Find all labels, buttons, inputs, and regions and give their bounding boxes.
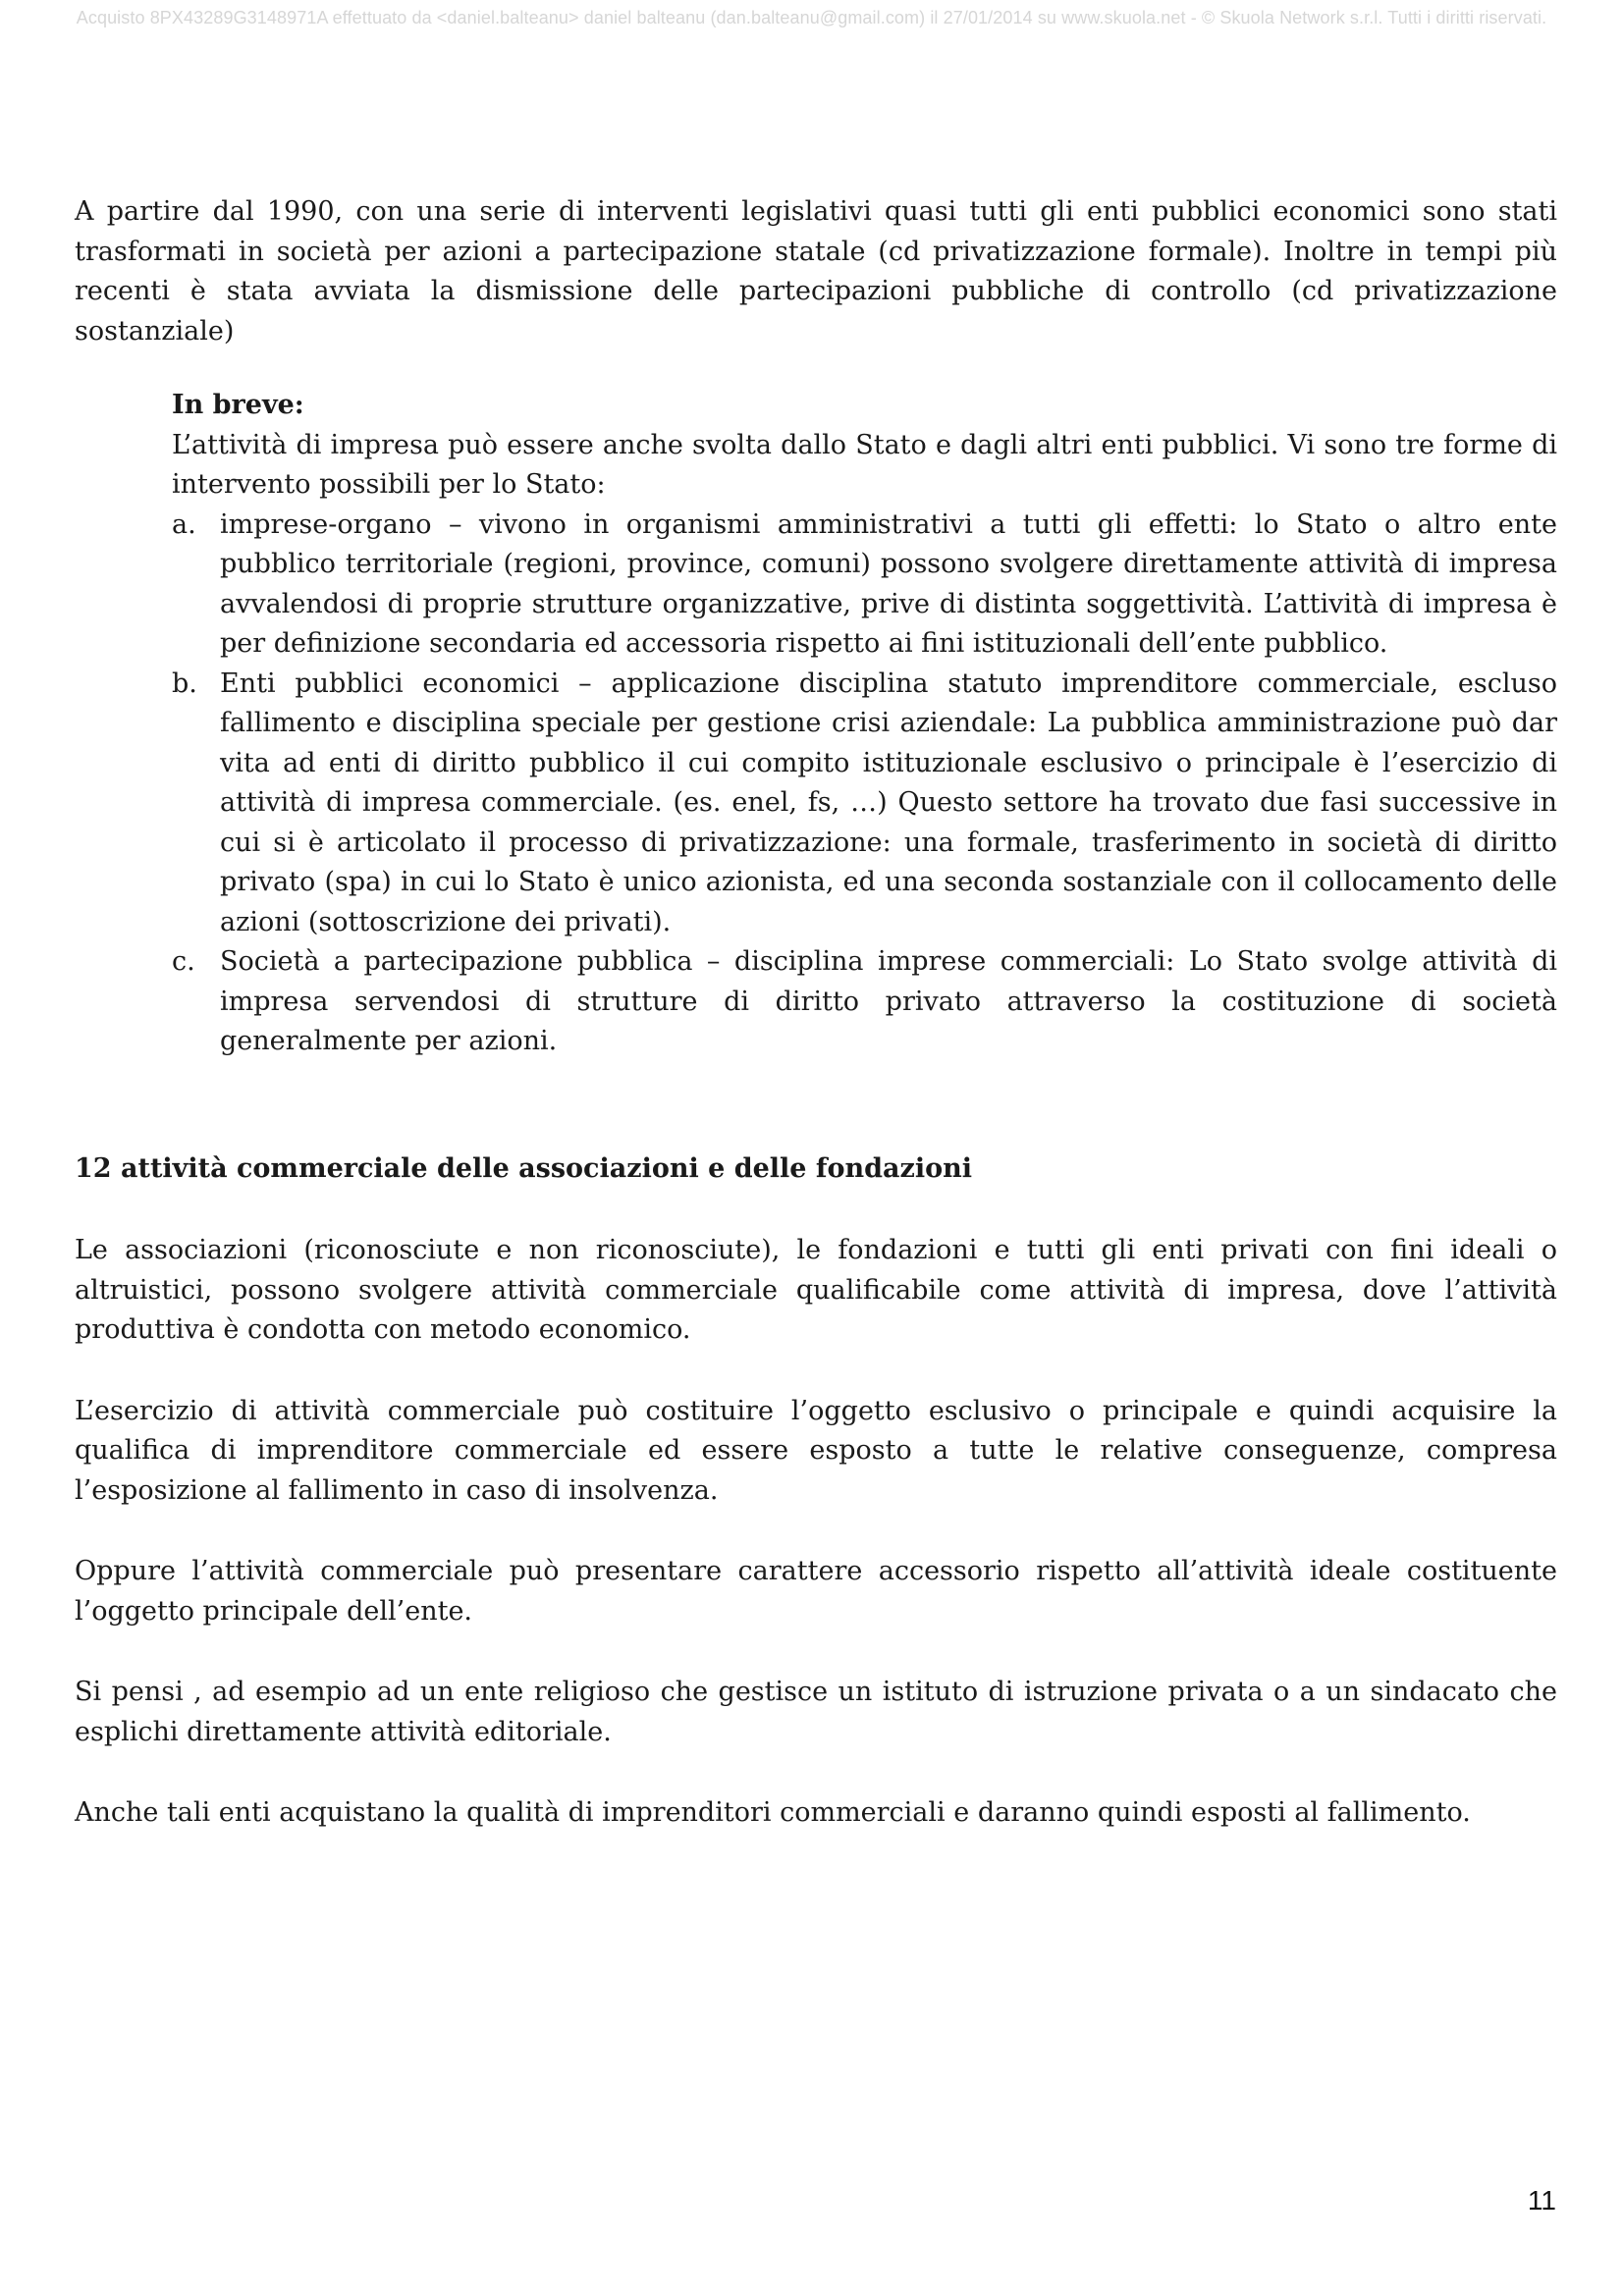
summary-list	[172, 506, 1557, 1062]
section-title: 12 attività commerciale delle associazioni e delle fondazioni	[75, 1152, 972, 1184]
list-item-marker: c.	[172, 946, 195, 977]
summary-text: L’attività di impresa può essere anche svolta dallo Stato e dagli altri enti pubblici. Vi sono tre forme di intervento possibili per lo Stato:	[172, 429, 1557, 500]
section-paragraph: Le associazioni (riconosciute e non riconosciute), le fondazioni e tutti gli enti privati con fini ideali o altruistici, possono svolgere attività commerciale qualificabile come attività di impresa, dove l’attività produttiva è condotta con metodo economico.	[75, 1235, 1557, 1345]
list-item-marker: a.	[172, 508, 196, 540]
document-page	[75, 192, 1557, 1834]
summary-box	[172, 386, 1557, 1062]
section-paragraph: L’esercizio di attività commerciale può costituire l’oggetto esclusivo o principale e quindi acquisire la qualifica di imprenditore commerciale ed essere esposto a tutte le relative conseguenze, compresa l’esposizione al fallimento in caso di insolvenza.	[75, 1395, 1557, 1506]
list-item	[172, 506, 1557, 665]
intro-paragraph: A partire dal 1990, con una serie di interventi legislativi quasi tutti gli enti pubblici economici sono stati trasformati in società per azioni a partecipazione statale (cd privatizzazione formale). Inoltre in tempi più recenti è stata avviata la dismissione delle partecipazioni pubbliche di controllo (cd privatizzazione sostanziale)	[75, 196, 1557, 347]
section-paragraph: Anche tali enti acquistano la qualità di imprenditori commerciali e daranno quindi esposti al fallimento.	[75, 1797, 1471, 1828]
list-item-text: Enti pubblici economici – applicazione disciplina statuto imprenditore commerciale, escluso fallimento e disciplina speciale per gestione crisi aziendale: La pubblica amministrazione può dar vita ad enti di diritto pubblico il cui compito istituzionale esclusivo o principale è l’esercizio di attività di impresa commerciale. (es. enel, fs, …) Questo settore ha trovato due fasi successive in cui si è articolato il processo di privatizzazione: una formale, trasferimento in società di diritto privato (spa) in cui lo Stato è unico azionista, ed una seconda sostanziale con il collocamento delle azioni (sottoscrizione dei privati).	[220, 667, 1557, 937]
list-item	[172, 665, 1557, 943]
section-paragraph: Oppure l’attività commerciale può presentare carattere accessorio rispetto all’attività ideale costituente l’oggetto principale dell’ente.	[75, 1556, 1557, 1627]
purchase-watermark: Acquisto 8PX43289G3148971A effettuato da <daniel.balteanu> daniel balteanu (dan.balteanu@gmail.com) il 27/01/2014 su www.skuola.net - © Skuola Network s.r.l. Tutti i diritti riservati.	[76, 8, 1547, 27]
list-item-text: Società a partecipazione pubblica – disciplina imprese commerciali: Lo Stato svolge attività di impresa servendosi di strutture di diritto privato attraverso la costituzione di società generalmente per azioni.	[220, 946, 1557, 1056]
list-item-marker: b.	[172, 667, 197, 699]
list-item	[172, 942, 1557, 1062]
list-item-text: imprese-organo – vivono in organismi amministrativi a tutti gli effetti: lo Stato o altro ente pubblico territoriale (regioni, province, comuni) possono svolgere direttamente attività di impresa avvalendosi di proprie strutture organizzative, prive di distinta soggettività. L’attività di impresa è per definizione secondaria ed accessoria rispetto ai fini istituzionali dell’ente pubblico.	[220, 508, 1557, 659]
section-paragraph: Si pensi , ad esempio ad un ente religioso che gestisce un istituto di istruzione privata o a un sindacato che esplichi direttamente attività editoriale.	[75, 1677, 1557, 1747]
page-number: 11	[1527, 2185, 1556, 2216]
summary-title: In breve:	[172, 390, 304, 420]
